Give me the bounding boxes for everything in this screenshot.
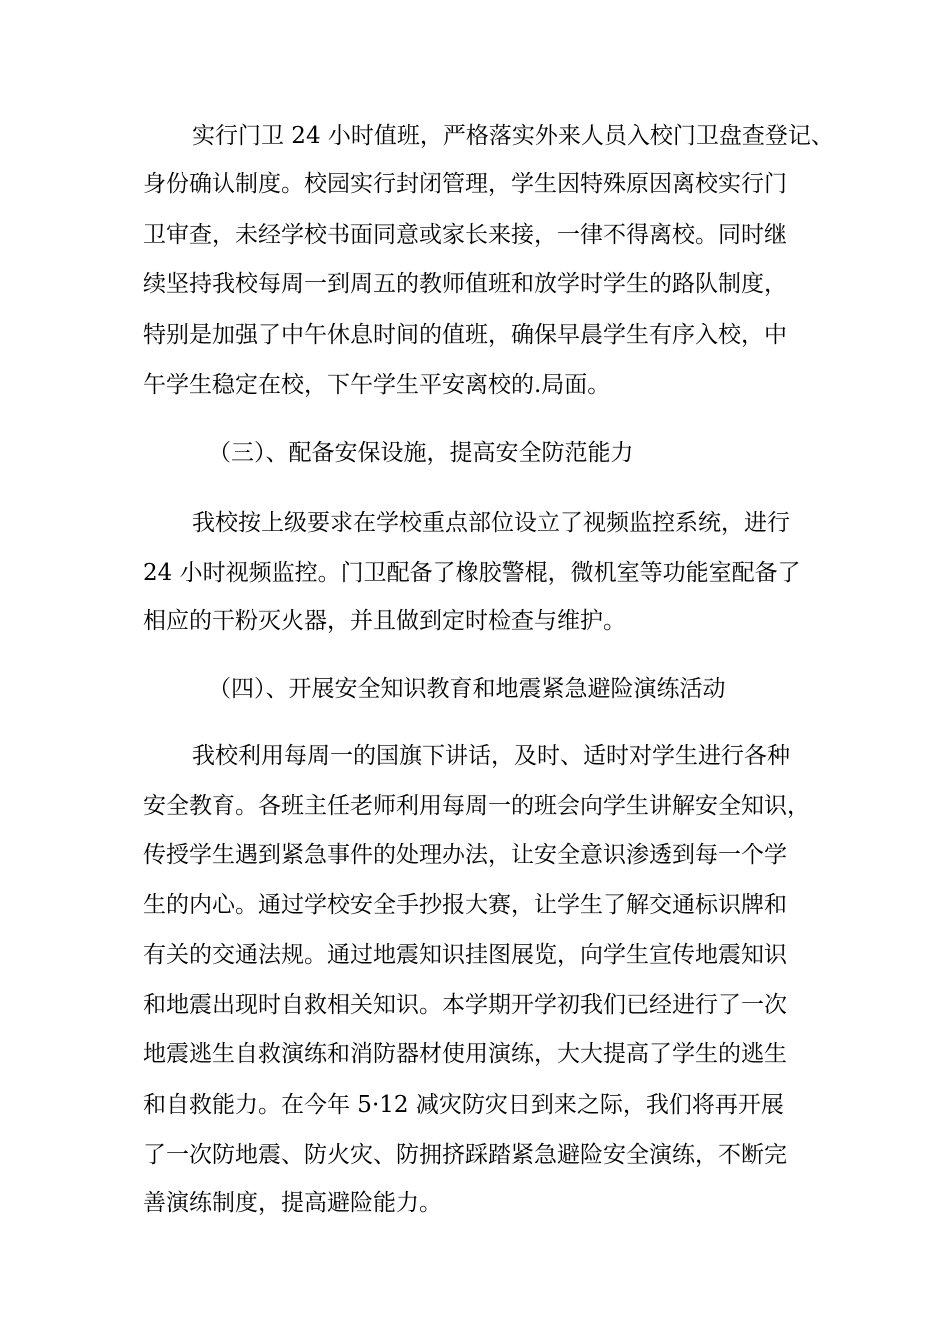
paragraph-3-line-1: 我校利用每周一的国旗下讲话，及时、适时对学生进行各种 [192, 743, 790, 769]
paragraph-1-line-2: 身份确认制度。校园实行封闭管理，学生因特殊原因离校实行门 [143, 171, 787, 197]
paragraph-1-line-3: 卫审查，未经学校书面同意或家长来接，一律不得离校。同时继 [143, 222, 787, 248]
paragraph-3-line-7: 地震逃生自救演练和消防器材使用演练，大大提高了学生的逃生 [143, 1041, 787, 1067]
paragraph-1-line-4: 续坚持我校每周一到周五的教师值班和放学时学生的路队制度， [143, 271, 787, 297]
paragraph-3-line-9: 了一次防地震、防火灾、防拥挤踩踏紧急避险安全演练，不断完 [143, 1142, 787, 1168]
paragraph-1-line-5: 特别是加强了中午休息时间的值班，确保早晨学生有序入校，中 [143, 322, 787, 348]
paragraph-1-line-6: 午学生稳定在校，下午学生平安离校的.局面。 [143, 372, 611, 398]
paragraph-2-line-1: 我校按上级要求在学校重点部位设立了视频监控系统，进行 [192, 510, 790, 536]
paragraph-1-line-1: 实行门卫 24 小时值班，严格落实外来人员入校门卫盘查登记、 [192, 123, 834, 149]
paragraph-2-line-2: 24 小时视频监控。门卫配备了橡胶警棍，微机室等功能室配备了 [143, 560, 801, 586]
paragraph-3-line-10: 善演练制度，提高避险能力。 [143, 1190, 442, 1216]
paragraph-3-line-4: 生的内心。通过学校安全手抄报大赛，让学生了解交通标识牌和 [143, 892, 787, 918]
paragraph-3-line-3: 传授学生遇到紧急事件的处理办法，让安全意识渗透到每一个学 [143, 842, 787, 868]
paragraph-3-line-2: 安全教育。各班主任老师利用每周一的班会向学生讲解安全知识， [143, 793, 810, 819]
paragraph-3-line-8: 和自救能力。在今年 5·12 减灾防灾日到来之际，我们将再开展 [143, 1092, 784, 1118]
section-heading-4: （四）、开展安全知识教育和地震紧急避险演练活动 [208, 676, 726, 702]
paragraph-3-line-5: 有关的交通法规。通过地震知识挂图展览，向学生宣传地震知识 [143, 942, 787, 968]
paragraph-3-line-6: 和地震出现时自救相关知识。本学期开学初我们已经进行了一次 [143, 992, 787, 1018]
section-heading-3: （三）、配备安保设施，提高安全防范能力 [208, 440, 634, 466]
paragraph-2-line-3: 相应的干粉灭火器，并且做到定时检查与维护。 [143, 608, 626, 634]
